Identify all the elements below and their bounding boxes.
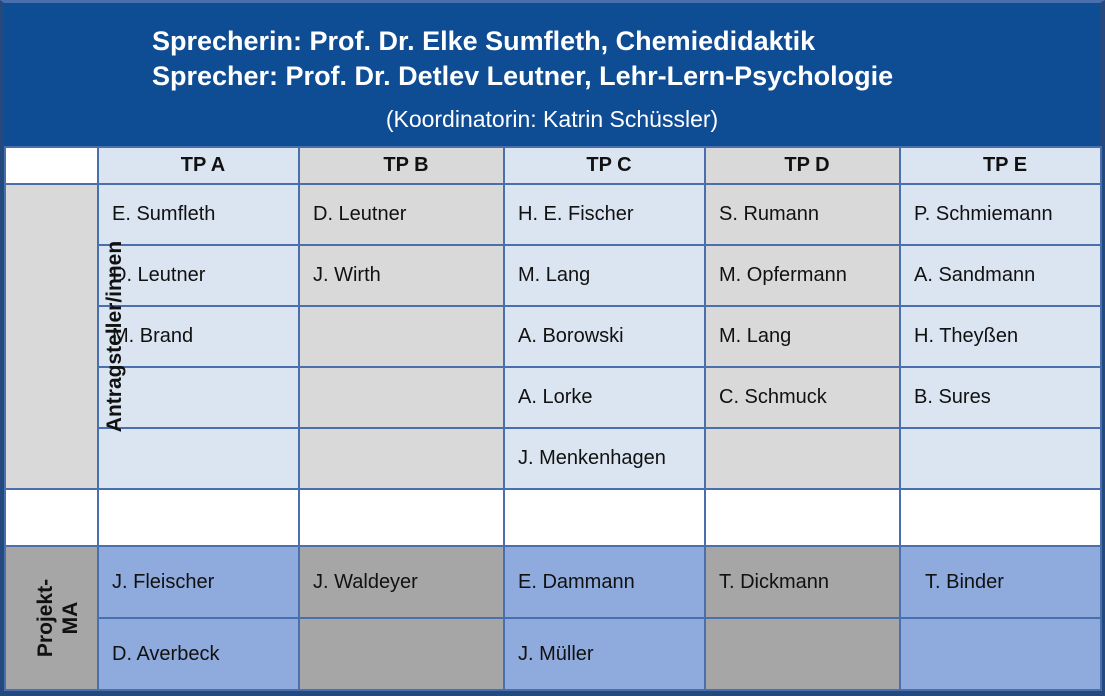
column-header-tp-e: TP E xyxy=(900,147,1101,184)
table-cell: D. Averbeck xyxy=(98,618,299,690)
org-table xyxy=(4,146,1102,691)
column-header-tp-d: TP D xyxy=(705,147,900,184)
table-cell: B. Sures xyxy=(900,367,1101,428)
table-cell: M. Lang xyxy=(504,245,705,306)
table-cell: M. Lang xyxy=(705,306,900,367)
speaker-line-1: Sprecherin: Prof. Dr. Elke Sumfleth, Chemiedidaktik xyxy=(152,26,816,56)
table-cell: D. Leutner xyxy=(98,245,299,306)
table-row xyxy=(5,245,1101,306)
table-cell xyxy=(299,428,504,489)
table-cell xyxy=(900,428,1101,489)
table-cell xyxy=(299,618,504,690)
table-cell xyxy=(98,428,299,489)
table-cell: M. Brand xyxy=(98,306,299,367)
table-cell: A. Sandmann xyxy=(900,245,1101,306)
table-cell xyxy=(299,367,504,428)
table-cell xyxy=(299,306,504,367)
corner-cell xyxy=(5,147,98,184)
table-row xyxy=(5,428,1101,489)
section-label-antragsteller xyxy=(5,184,127,489)
separator-cell xyxy=(98,489,299,546)
table-cell: E. Sumfleth xyxy=(98,184,299,245)
separator-cell xyxy=(504,489,705,546)
separator-cell xyxy=(705,489,900,546)
header-banner xyxy=(4,3,1100,146)
section-label-projekt-ma xyxy=(5,546,98,690)
table-cell xyxy=(98,367,299,428)
table-cell: T. Binder xyxy=(900,546,1101,618)
separator-cell xyxy=(900,489,1101,546)
table-cell: S. Rumann xyxy=(705,184,900,245)
table-cell: J. Fleischer xyxy=(98,546,299,618)
table-cell: P. Schmiemann xyxy=(900,184,1101,245)
table-cell: E. Dammann xyxy=(504,546,705,618)
table-cell: T. Dickmann xyxy=(705,546,900,618)
separator-cell xyxy=(5,489,98,546)
table-cell: J. Menkenhagen xyxy=(504,428,705,489)
table-cell: A. Lorke xyxy=(504,367,705,428)
speaker-line-2: Sprecher: Prof. Dr. Detlev Leutner, Lehr-Lern-Psychologie xyxy=(152,61,894,91)
section-label-projekt-ma-text: Projekt- MA xyxy=(34,578,83,658)
table-cell xyxy=(705,428,900,489)
table-row xyxy=(5,306,1101,367)
table-cell: M. Opfermann xyxy=(705,245,900,306)
table-row xyxy=(5,184,1101,245)
column-header-tp-b: TP B xyxy=(299,147,504,184)
table-cell: A. Borowski xyxy=(504,306,705,367)
column-header-tp-c: TP C xyxy=(504,147,705,184)
separator-row xyxy=(5,489,1101,546)
coordinator-line: (Koordinatorin: Katrin Schüssler) xyxy=(385,106,719,132)
table-cell: C. Schmuck xyxy=(705,367,900,428)
column-header-row xyxy=(5,147,1101,184)
column-header-tp-a: TP A xyxy=(98,147,299,184)
table-cell: H. E. Fischer xyxy=(504,184,705,245)
table-cell: D. Leutner xyxy=(299,184,504,245)
table-cell: J. Wirth xyxy=(299,245,504,306)
table-row xyxy=(5,618,1101,690)
table-cell: H. Theyßen xyxy=(900,306,1101,367)
separator-cell xyxy=(299,489,504,546)
table-cell xyxy=(900,618,1101,690)
table-row xyxy=(5,367,1101,428)
section-label-antragsteller-text: Antragsteller/innen xyxy=(103,240,127,433)
table-cell: J. Waldeyer xyxy=(299,546,504,618)
table-cell: J. Müller xyxy=(504,618,705,690)
table-cell xyxy=(705,618,900,690)
banner-titles xyxy=(4,3,1100,94)
table-row xyxy=(5,546,1101,618)
